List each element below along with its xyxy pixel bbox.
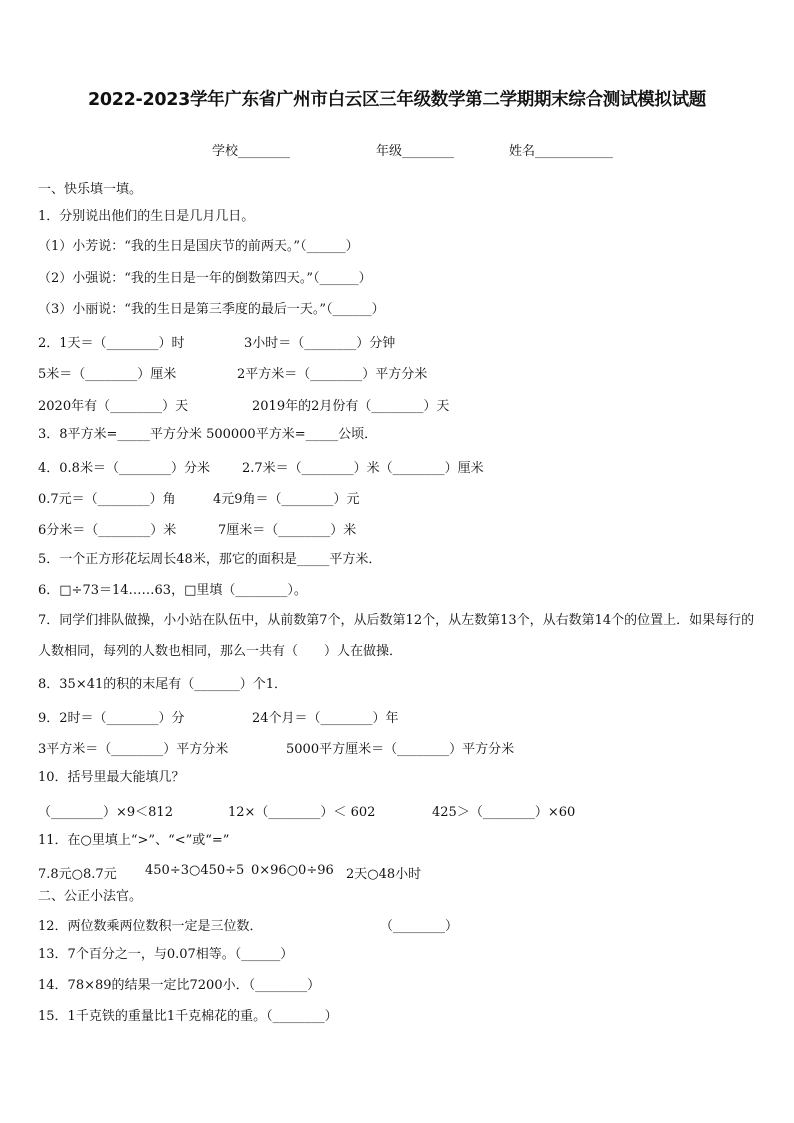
question-9-item: 9．2时＝（________）分	[38, 711, 185, 726]
question-11-item: 7.8元○8.7元	[38, 867, 117, 882]
question-2-item: 5米＝（________）厘米	[38, 367, 177, 382]
question-10-items	[0, 801, 794, 819]
question-14: 14．78×89的结果一定比7200小．（________）	[38, 978, 321, 993]
question-8: 8．35×41的积的末尾有（_______）个1．	[38, 677, 288, 692]
question-1-part-3: （3）小丽说：“我的生日是第三季度的最后一天。”（______）	[38, 302, 385, 317]
school-field: 学校________	[212, 144, 291, 159]
question-2-item: 3小时＝（________）分钟	[244, 336, 396, 351]
question-4-item: 0.7元＝（________）角	[38, 492, 176, 507]
question-2-row-3	[0, 395, 794, 413]
question-2-item: 2020年有（________）天	[38, 399, 189, 414]
question-6: 6．□÷73＝14……63，□里填（________）。	[38, 583, 307, 598]
question-10-item: （________）×9＜812	[38, 805, 173, 820]
question-4-item: 6分米＝（________）米	[38, 523, 177, 538]
name-field: 姓名____________	[509, 144, 614, 159]
question-1-stem: 1．分别说出他们的生日是几月几日。	[38, 209, 255, 224]
grade-field: 年级________	[376, 144, 455, 159]
question-1-part-2: （2）小强说：“我的生日是一年的倒数第四天。”（______）	[38, 271, 372, 286]
question-2-row-1	[0, 332, 794, 350]
question-2-item: 2平方米＝（________）平方分米	[237, 367, 428, 382]
question-4-item: 4元9角＝（________）元	[213, 492, 360, 507]
question-12	[0, 915, 794, 933]
question-9-row-1	[0, 707, 794, 725]
question-10-stem: 10．括号里最大能填几？	[38, 770, 185, 785]
question-3: 3．8平方米=_____平方分米 500000平方米=_____公顷．	[38, 427, 378, 442]
question-4-item: 2.7米＝（________）米（________）厘米	[242, 461, 484, 476]
question-13: 13．7个百分之一，与0.07相等。（______）	[38, 947, 294, 962]
question-10-item: 425＞（________）×60	[432, 805, 576, 820]
question-7: 7．同学们排队做操，小小站在队伍中，从前数第7个，从后数第12个，从左数第13个，从右数第14个的位置上．如果每行的人数相同，每列的人数也相同，那么一共有（ ）人在做操．	[38, 613, 755, 659]
question-9-item: 5000平方厘米＝（________）平方分米	[286, 742, 515, 757]
question-1-part-1: （1）小芳说：“我的生日是国庆节的前两天。”（______）	[38, 239, 359, 254]
question-4-item: 4．0.8米＝（________）分米	[38, 461, 210, 476]
question-9-item: 24个月＝（________）年	[252, 711, 399, 726]
question-10-item: 12×（________）＜ 602	[228, 805, 376, 820]
question-5: 5．一个正方形花坛周长48米，那它的面积是_____平方米．	[38, 552, 382, 567]
question-11-items	[0, 863, 794, 881]
question-4-row-3	[0, 519, 794, 537]
question-11-item: 2天○48小时	[346, 867, 422, 882]
question-4-row-1	[0, 457, 794, 475]
question-9-item: 3平方米＝（________）平方分米	[38, 742, 229, 757]
question-15: 15．1千克铁的重量比1千克棉花的重。（________）	[38, 1009, 338, 1024]
question-4-item: 7厘米＝（________）米	[218, 523, 357, 538]
section-heading-fill: 一、快乐填一填。	[38, 182, 143, 197]
question-9-row-2	[0, 738, 794, 756]
question-2-row-2	[0, 363, 794, 381]
question-12-blank: （________）	[380, 919, 459, 934]
page-title: 2022-2023学年广东省广州市白云区三年级数学第二学期期末综合测试模拟试题	[88, 90, 706, 110]
question-11-item: 450÷3○450÷5	[145, 863, 245, 878]
question-11-stem: 11．在○里填上“>”、“<”或“=”	[38, 833, 230, 848]
question-2-item: 2．1天＝（________）时	[38, 336, 185, 351]
section-heading-judge: 二、公正小法官。	[38, 889, 143, 904]
question-11-item: 0×96○0÷96	[251, 863, 334, 878]
question-4-row-2	[0, 488, 794, 506]
question-12-text: 12．两位数乘两位数积一定是三位数．	[38, 919, 263, 934]
question-2-item: 2019年的2月份有（________）天	[252, 399, 450, 414]
